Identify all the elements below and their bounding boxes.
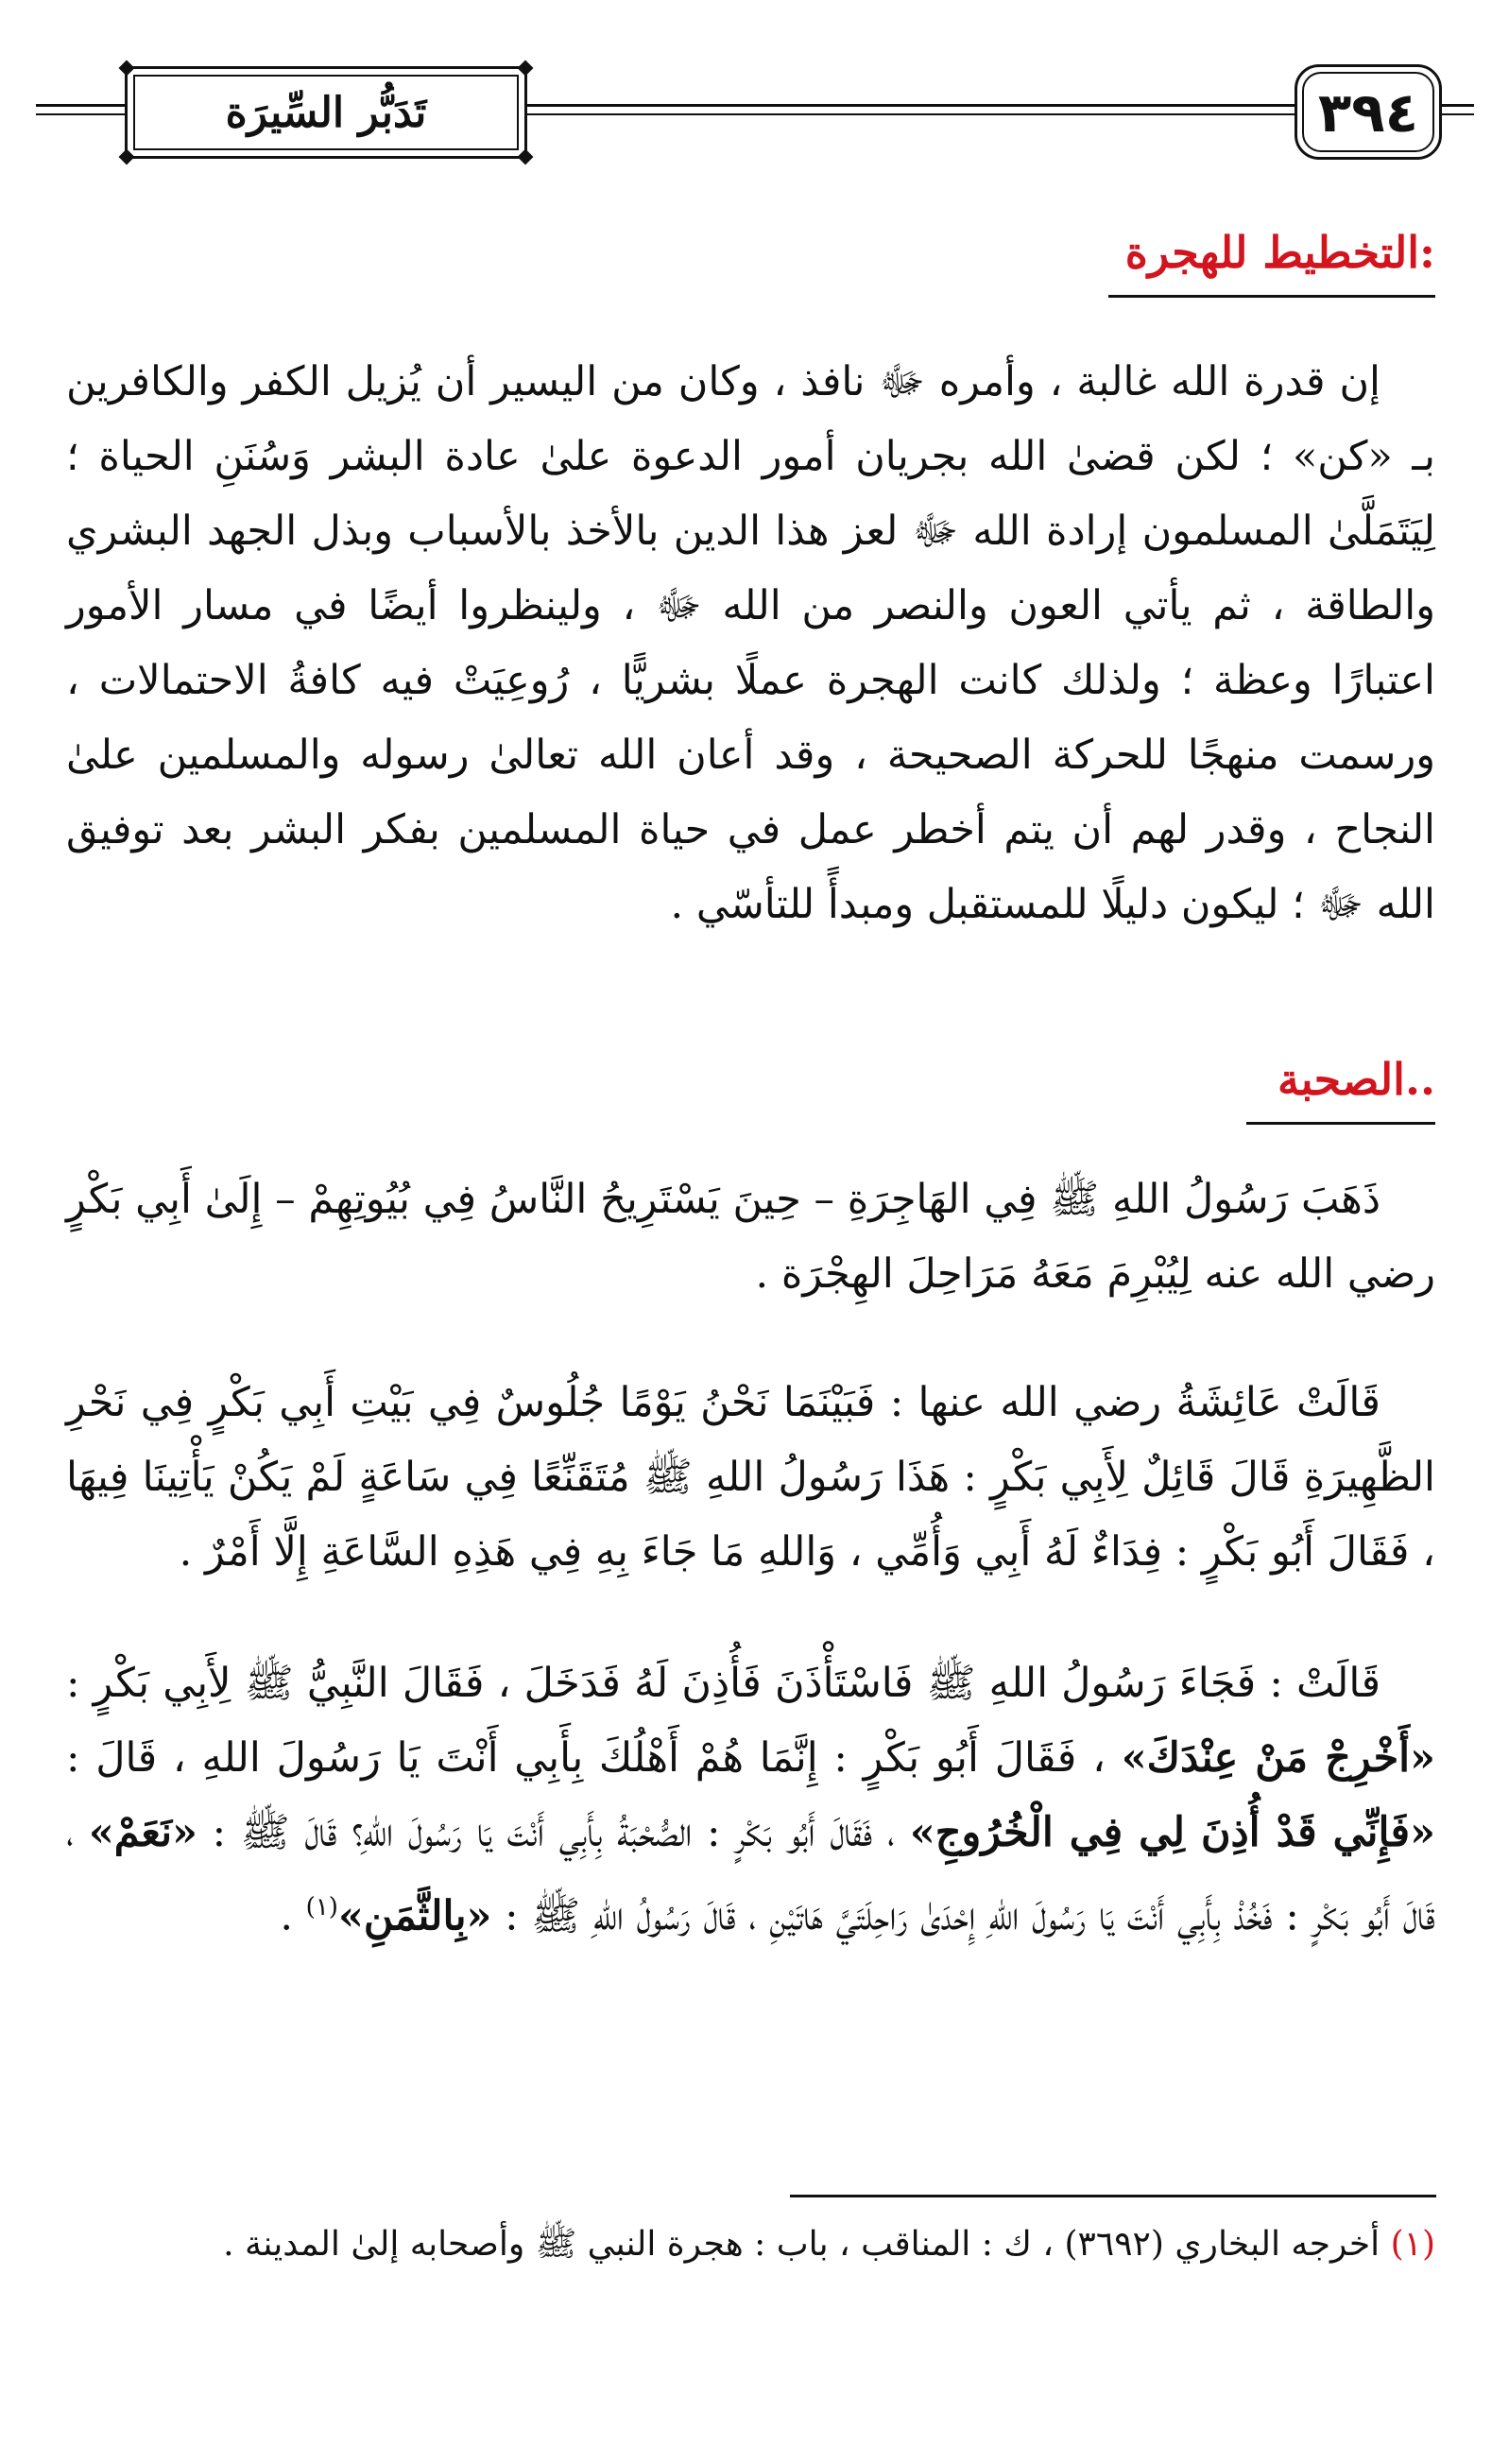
section2-p3-b: ، فَقَالَ أَبُو بَكْرٍ : إِنَّمَا هُمْ أَهْلُكَ بِأَبِي أَنْتَ يَا رَسُولَ اللهِ ، قَالَ : xyxy=(66,1734,1122,1782)
header-rule-right xyxy=(1436,104,1474,107)
section2-paragraph-1 xyxy=(66,1163,1435,1312)
section2-p3-a: قَالَتْ : فَجَاءَ رَسُولُ اللهِ ﷺ فَاسْتَأْذَنَ فَأُذِنَ لَهُ فَدَخَلَ ، فَقَالَ النَّبِيُّ ﷺ لِأَبِي بَكْرٍ : xyxy=(66,1660,1380,1707)
page-number: ٣٩٤ xyxy=(1317,79,1419,145)
section2-p2: قَالَتْ عَائِشَةُ رضي الله عنها : فَبَيْنَمَا نَحْنُ يَوْمًا جُلُوسٌ فِي بَيْتِ أَبِي بَكْرٍ فِي نَحْرِ الظَّهِيرَةِ قَالَ قَائِلٌ لِأَبِي بَكْرٍ : هَذَا رَسُولُ اللهِ ﷺ مُتَقَنِّعًا فِي سَاعَةٍ لَمْ يَكُنْ يَأْتِينَا فِيهَا ، فَقَالَ أَبُو بَكْرٍ : فِدَاءٌ لَهُ أَبِي وَأُمِّي ، وَاللهِ مَا جَاءَ بِهِ فِي هَذِهِ السَّاعَةِ إِلَّا أَمْرٌ . xyxy=(66,1379,1435,1576)
section2-paragraph-3 xyxy=(66,1646,1435,1954)
section2-p1: ذَهَبَ رَسُولُ اللهِ ﷺ فِي الهَاجِرَةِ – حِينَ يَسْتَرِيحُ النَّاسُ فِي بُيُوتِهِمْ – إِلَىٰ أَبِي بَكْرٍ رضي الله عنه لِيُبْرِمَ مَعَهُ مَرَاحِلَ الهِجْرَة . xyxy=(66,1176,1435,1298)
header-rule-right-2 xyxy=(1436,113,1474,115)
section2-paragraph-2 xyxy=(66,1366,1435,1590)
heading-underline xyxy=(1246,1122,1435,1125)
hadith-quote: «بِالثَّمَنِ» xyxy=(337,1892,492,1940)
hadith-quote: «نَعَمْ» xyxy=(88,1809,197,1856)
section2-p3-c: ، فَقَالَ أَبُو بَكْرٍ : الصُّحْبَةُ بِأَبِي أَنْتَ يَا رَسُولَ اللهِ؟ قَالَ ﷺ : xyxy=(197,1809,910,1856)
header-rule-left-2 xyxy=(36,113,125,115)
footnote xyxy=(57,2221,1435,2268)
footnote-number: (١) xyxy=(1390,2225,1435,2264)
hadith-quote: «فَإِنِّي قَدْ أُذِنَ لِي فِي الْخُرُوجِ» xyxy=(909,1809,1435,1856)
section1-text: إن قدرة الله غالبة ، وأمره ﷻ نافذ ، وكان من اليسير أن يُزيل الكفر والكافرين بـ «كن» ؛ لكن قضىٰ الله بجريان أمور الدعوة علىٰ عادة البشر وَسُنَنِ الحياة ؛ لِيَتَمَلَّىٰ المسلمون إرادة الله ﷻ لعز هذا الدين بالأخذ بالأسباب وبذل الجهد البشري والطاقة ، ثم يأتي العون والنصر من الله ﷻ ، ولينظروا أيضًا في مسار الأمور اعتبارًا وعظة ؛ ولذلك كانت الهجرة عملًا بشريًّا ، رُوعِيَتْ فيه كافةُ الاحتمالات ، ورسمت منهجًا للحركة الصحيحة ، وقد أعان الله تعالىٰ رسوله والمسلمين علىٰ النجاح ، وقدر لهم أن يتم أخطر عمل في حياة المسلمين بفكر البشر بعد توفيق الله ﷻ ؛ ليكون دليلًا للمستقبل ومبدأً للتأسّي . xyxy=(66,358,1435,928)
hadith-quote: «أَخْرِجْ مَنْ عِنْدَكَ» xyxy=(1121,1734,1436,1782)
section-heading-companionship: الصحبة.. xyxy=(1278,1054,1435,1105)
book-title: تَدَبُّر السِّيرَة xyxy=(225,88,427,137)
section1-paragraph xyxy=(66,345,1435,942)
book-title-frame xyxy=(125,66,527,159)
header-rule-middle xyxy=(522,104,1295,107)
footnote-rule xyxy=(790,2195,1436,2197)
section2-p3-end: . xyxy=(280,1892,306,1940)
section2-p3-d: ، قَالَ أَبُو بَكْرٍ : فَخُذْ بِأَبِي أَنْتَ يَا رَسُولَ اللهِ إِحْدَىٰ رَاحِلَتَيَّ هَاتَيْنِ ، قَالَ رَسُولُ اللهِ ﷺ : xyxy=(66,1809,1435,1940)
page-number-frame xyxy=(1295,64,1442,160)
footnote-reference[interactable]: (١) xyxy=(305,1893,338,1921)
heading-underline xyxy=(1108,295,1435,298)
section-heading-planning: التخطيط للهجرة: xyxy=(1124,227,1435,278)
header-rule-left xyxy=(36,104,125,107)
footnote-text: أخرجه البخاري (٣٦٩٢) ، ك : المناقب ، باب : هجرة النبي ﷺ وأصحابه إلىٰ المدينة . xyxy=(223,2225,1380,2264)
header-rule-middle-2 xyxy=(522,113,1295,115)
